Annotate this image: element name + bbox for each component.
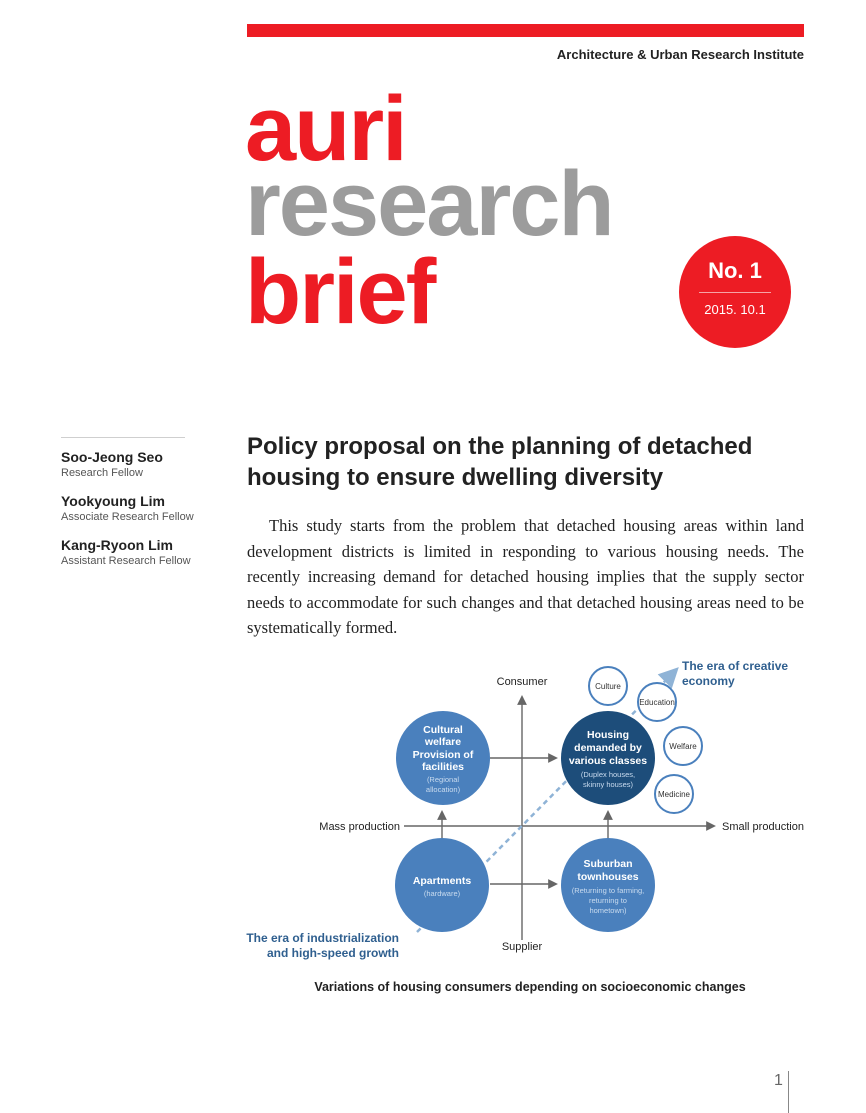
housing-title-1: Housing (587, 729, 629, 741)
housing-sub-1: (Duplex houses, (580, 770, 636, 779)
era-creative-line-2: economy (682, 674, 735, 688)
era-industrial-line-2: and high-speed growth (267, 946, 399, 960)
cultural-title-2: welfare (424, 736, 462, 748)
housing-sub-2: skinny houses) (582, 780, 634, 789)
label-culture: Culture (595, 682, 621, 691)
article-intro: This study starts from the problem that detached housing areas within land development districts is limited in responding to various housing needs. The recently increasing demand for detached housing implies that the supply sector needs to accommodate for such changes and that detached housing areas need to be systematically formed. (247, 516, 804, 637)
apartments-sub: (hardware) (423, 889, 461, 898)
axis-label-supplier: Supplier (501, 941, 543, 953)
author-name-1: Soo-Jeong Seo (61, 449, 163, 465)
author-role-2: Associate Research Fellow (61, 511, 194, 523)
era-industrial-line-1: The era of industrialization (246, 931, 399, 945)
cultural-title-4: facilities (421, 761, 465, 773)
title-research: research (245, 153, 613, 255)
apartments-title: Apartments (412, 875, 472, 887)
suburban-sub-2: returning to (589, 896, 627, 905)
housing-title-3: various classes (568, 755, 648, 767)
axis-label-mass-production: Mass production (319, 821, 400, 833)
cultural-title-1: Cultural (423, 724, 463, 736)
author-role-1: Research Fellow (61, 467, 143, 479)
housing-title-2: demanded by (574, 742, 642, 754)
cultural-sub-2: allocation) (425, 785, 461, 794)
suburban-title-1: Suburban (583, 858, 633, 870)
issue-date: 2015. 10.1 (704, 302, 766, 317)
cultural-sub-1: (Regional (426, 775, 460, 784)
page-number-rule (788, 1071, 789, 1113)
author-name-2: Yookyoung Lim (61, 493, 165, 509)
label-education: Education (639, 698, 675, 707)
page-number: 1 (774, 1072, 783, 1089)
suburban-title-2: townhouses (577, 871, 639, 883)
article-headline: Policy proposal on the planning of detached housing to ensure dwelling diversity (247, 433, 753, 491)
label-welfare: Welfare (669, 742, 697, 751)
suburban-sub-3: hometown) (589, 906, 627, 915)
era-creative-line-1: The era of creative (682, 659, 789, 673)
cultural-title-3: Provision of (412, 749, 474, 761)
issue-number: No. 1 (708, 258, 762, 283)
axis-label-small-production: Small production (722, 821, 804, 833)
node-suburban-townhouses (561, 838, 655, 932)
suburban-sub-1: (Returning to farming, (571, 886, 645, 895)
author-role-3: Assistant Research Fellow (61, 555, 191, 567)
title-auri: auri (245, 78, 406, 180)
author-name-3: Kang-Ryoon Lim (61, 537, 173, 553)
axis-label-consumer: Consumer (496, 676, 548, 688)
institute-name: Architecture & Urban Research Institute (556, 47, 804, 62)
title-brief: brief (245, 241, 435, 343)
figure-caption: Variations of housing consumers depending on socioeconomic changes (314, 980, 746, 994)
label-medicine: Medicine (657, 790, 691, 799)
